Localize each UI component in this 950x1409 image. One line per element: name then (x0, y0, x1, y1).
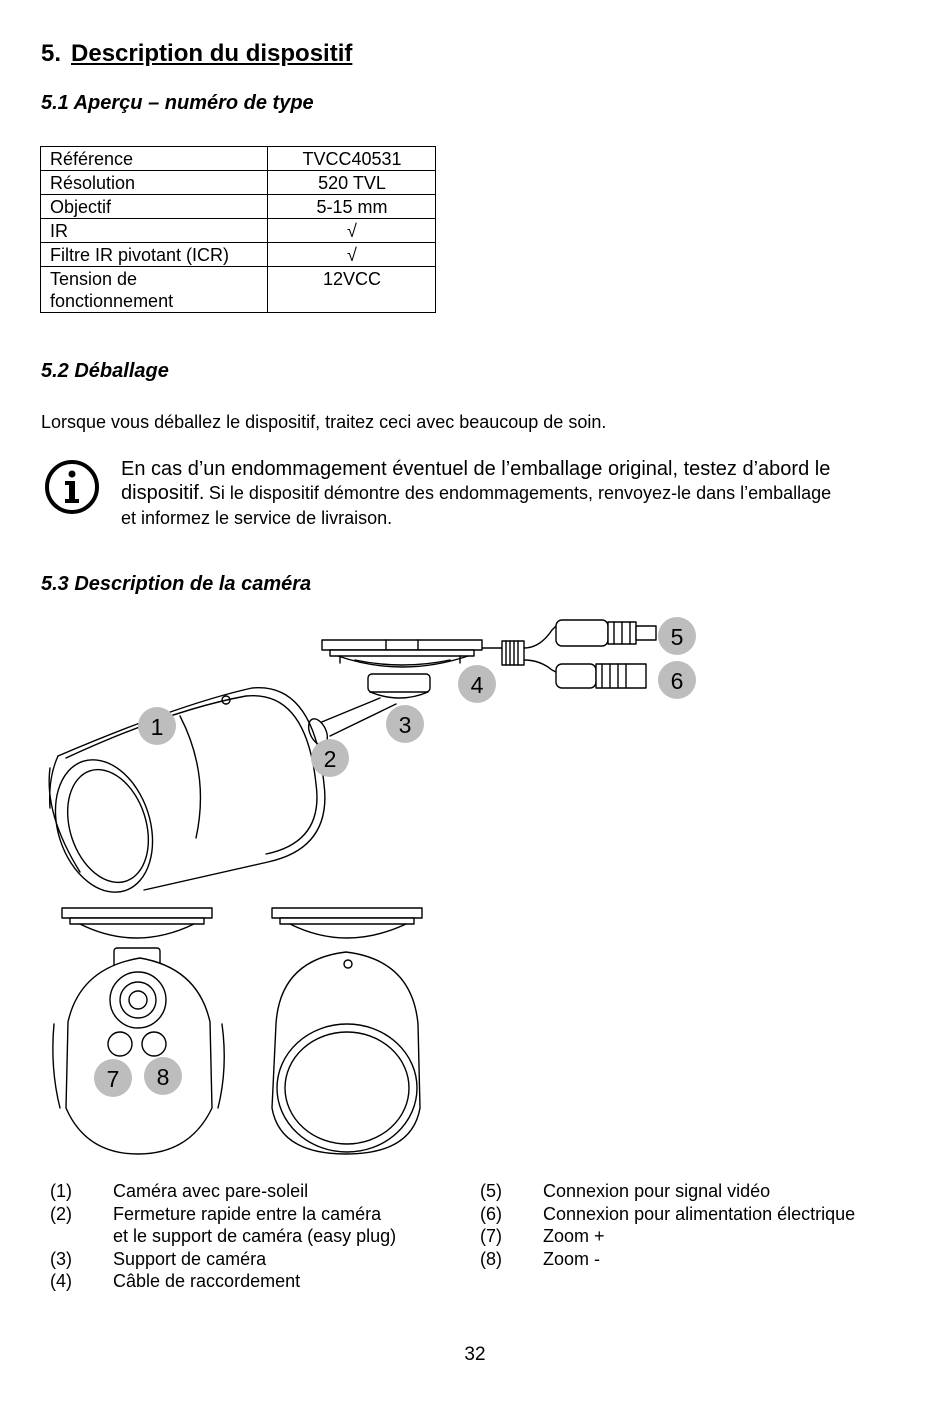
legend-number: (2) (50, 1203, 72, 1224)
table-cell: Référence (41, 147, 268, 171)
list-item (480, 1248, 920, 1271)
table-cell: √ (268, 243, 436, 267)
subsection-title-5-1: 5.1 Aperçu – numéro de type (41, 92, 314, 114)
table-cell: IR (41, 219, 268, 243)
camera-front-view-drawing (53, 908, 224, 1154)
table-cell: Objectif (41, 195, 268, 219)
badge-3 (386, 705, 424, 743)
legend-text: Connexion pour alimentation électrique (543, 1203, 856, 1224)
list-item (480, 1180, 920, 1203)
legend-number: (5) (480, 1181, 502, 1201)
info-note (121, 457, 911, 530)
camera-body-drawing (40, 688, 325, 905)
table-cell: 5-15 mm (268, 195, 436, 219)
badge-label: 5 (670, 624, 684, 650)
legend-text: Caméra avec pare-soleil (113, 1181, 309, 1201)
section-number: 5. (41, 40, 62, 67)
camera-diagram (40, 608, 720, 1158)
legend-text: Câble de raccordement (113, 1271, 301, 1291)
unpack-text: Lorsque vous déballez le dispositif, traitez ceci avec beaucoup de soin. (41, 412, 607, 432)
table-row (41, 195, 436, 219)
info-line-2 (121, 481, 911, 507)
list-item (480, 1203, 920, 1226)
badge-label: 8 (156, 1064, 170, 1090)
table-row (41, 219, 436, 243)
list-item (50, 1248, 470, 1271)
camera-arm-drawing (305, 698, 396, 748)
list-item (480, 1225, 920, 1248)
badge-label: 7 (106, 1066, 120, 1092)
legend-left (50, 1180, 470, 1293)
list-item (50, 1270, 470, 1293)
subsection-title-5-2: 5.2 Déballage (41, 360, 169, 382)
legend-number: (7) (480, 1226, 502, 1246)
table-row (41, 147, 436, 171)
mount-base-drawing (322, 640, 482, 698)
subsection-title-5-3: 5.3 Description de la caméra (41, 573, 312, 595)
section-title: Description du dispositif (71, 40, 353, 67)
info-line-3: et informez le service de livraison. (121, 508, 393, 528)
badge-8 (144, 1057, 182, 1095)
badge-1 (138, 707, 176, 745)
legend-number: (1) (50, 1181, 72, 1201)
legend-number: (3) (50, 1248, 72, 1269)
page-number: 32 (464, 1344, 486, 1365)
badge-label: 2 (323, 746, 337, 772)
badge-5 (658, 617, 696, 655)
cable-drawing (482, 620, 656, 688)
type-table (40, 146, 436, 313)
table-cell: Résolution (41, 171, 268, 195)
list-item (50, 1180, 470, 1203)
list-item (50, 1203, 470, 1226)
legend-right (480, 1180, 920, 1270)
badge-6 (658, 661, 696, 699)
camera-rear-view-drawing (272, 908, 422, 1154)
info-icon (43, 458, 101, 516)
table-cell: Tension de fonctionnement (41, 267, 268, 313)
info-line-1: En cas d’un endommagement éventuel de l’emballage original, testez d’abord le (121, 458, 831, 480)
table-row (41, 243, 436, 267)
legend-text: Fermeture rapide entre la caméra (113, 1203, 382, 1224)
info-line-2b: Si le dispositif démontre des endommagements, renvoyez-le dans l’emballage (208, 483, 832, 503)
legend-number: (6) (480, 1203, 502, 1224)
legend-number: (8) (480, 1248, 502, 1269)
legend-text: Zoom + (543, 1226, 605, 1246)
legend-number: (4) (50, 1271, 72, 1291)
badge-label: 4 (470, 672, 484, 698)
legend-text: et le support de caméra (easy plug) (113, 1226, 397, 1246)
legend-text: Connexion pour signal vidéo (543, 1181, 771, 1201)
table-cell: Filtre IR pivotant (ICR) (41, 243, 268, 267)
table-row (41, 267, 436, 313)
badge-label: 6 (670, 668, 684, 694)
badge-label: 3 (398, 712, 412, 738)
legend-text: Zoom - (543, 1248, 601, 1269)
table-cell: 12VCC (268, 267, 436, 313)
table-row (41, 171, 436, 195)
list-item (50, 1225, 470, 1248)
table-cell: 520 TVL (268, 171, 436, 195)
table-cell: TVCC40531 (268, 147, 436, 171)
badge-7 (94, 1059, 132, 1097)
badge-label: 1 (150, 714, 164, 740)
info-line-2a: dispositif. (121, 482, 205, 504)
badge-2 (311, 739, 349, 777)
section-heading (41, 40, 352, 68)
table-cell: √ (268, 219, 436, 243)
badge-4 (458, 665, 496, 703)
legend-text: Support de caméra (113, 1248, 267, 1269)
